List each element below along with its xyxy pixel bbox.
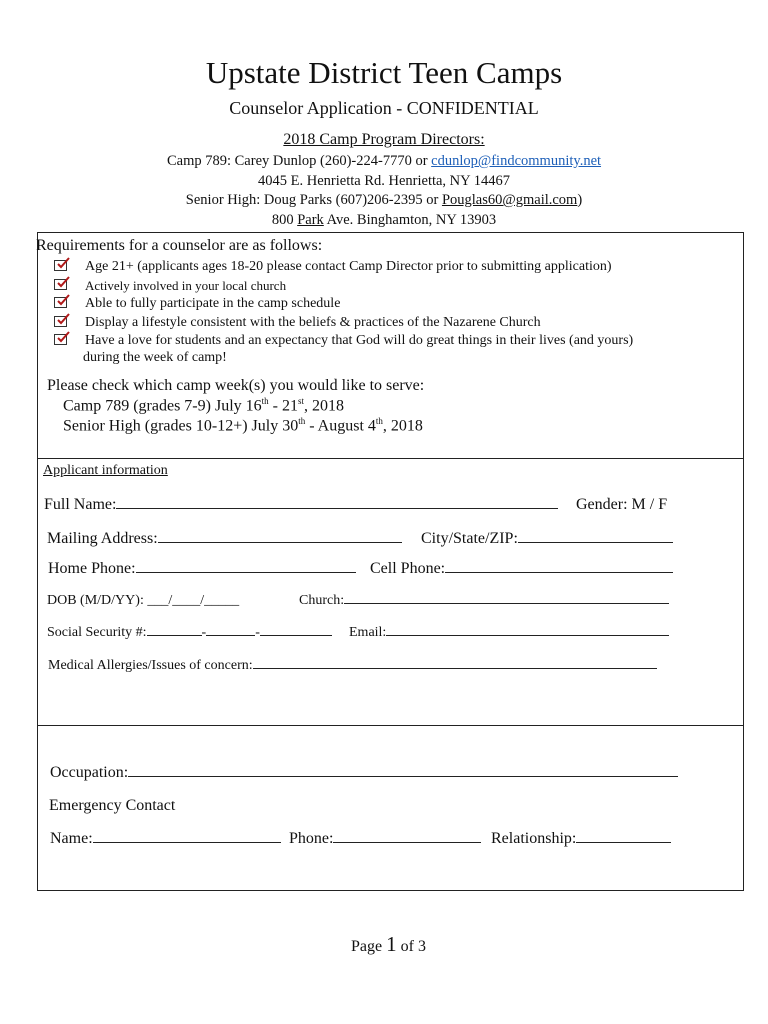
dob-field[interactable]: DOB (M/D/YY): ___/____/_____: [47, 593, 240, 608]
city-state-zip-field[interactable]: [421, 530, 673, 548]
ssn-field[interactable]: [47, 625, 332, 641]
senior-address-post: Ave. Binghamton, NY 13903: [323, 212, 497, 228]
camp789-email-link[interactable]: cdunlop@findcommunity.net: [431, 153, 602, 169]
applicant-heading: Applicant information: [43, 463, 168, 478]
home-phone-field[interactable]: [48, 560, 356, 578]
ssn-input-line[interactable]: [260, 634, 332, 636]
cell-phone-input-line[interactable]: [445, 571, 673, 573]
church-field[interactable]: [299, 593, 669, 609]
requirement-label: Have a love for students and an expectancy that God will do great things in their lives (and yours): [85, 333, 634, 348]
week1-text3: , 2018: [304, 397, 344, 415]
senior-address: [0, 212, 768, 229]
senior-email[interactable]: Pouglas60@gmail.com: [441, 192, 578, 208]
medical-input-line[interactable]: [253, 667, 657, 669]
email-input-line[interactable]: [386, 634, 669, 636]
week2-text3: , 2018: [382, 417, 423, 435]
emergency-contact-heading: Emergency Contact: [49, 797, 176, 814]
checkbox-checked-icon[interactable]: [54, 297, 67, 308]
cell-phone-field[interactable]: [370, 560, 673, 578]
ssn-input-line[interactable]: [147, 634, 202, 636]
emergency-name-field[interactable]: [50, 830, 281, 848]
week-option-camp789[interactable]: [63, 396, 344, 415]
camp789-address: 4045 E. Henrietta Rd. Henrietta, NY 14467: [258, 173, 510, 189]
emergency-relationship-label: Relationship:: [491, 830, 577, 847]
senior-address-pre: 800: [271, 212, 298, 228]
full-name-input-line[interactable]: [116, 507, 558, 509]
requirements-heading: Requirements for a counselor are as follows:: [36, 237, 323, 254]
ssn-dash-1: -: [201, 625, 207, 640]
email-label: Email:: [349, 625, 387, 640]
requirement-continuation: during the week of camp!: [83, 350, 227, 365]
cell-phone-label: Cell Phone:: [370, 560, 446, 577]
emergency-phone-input-line[interactable]: [333, 841, 481, 843]
checkbox-checked-icon[interactable]: [54, 260, 67, 271]
senior-address-park: Park: [297, 212, 324, 228]
week2-text2: - August 4: [305, 417, 376, 435]
week-prompt: Please check which camp week(s) you would like to serve:: [47, 377, 425, 394]
city-state-zip-label: City/State/ZIP:: [421, 530, 518, 547]
page-prefix: Page: [351, 938, 387, 955]
page-indicator: [351, 932, 426, 957]
mailing-address-input-line[interactable]: [158, 541, 402, 543]
requirement-label: Actively involved in your local church: [85, 278, 287, 293]
senior-contact-suffix: ): [577, 192, 583, 208]
email-field[interactable]: [349, 625, 669, 641]
week1-text: Camp 789 (grades 7-9) July 16: [63, 397, 262, 415]
week2-text: Senior High (grades 10-12+) July 30: [63, 417, 299, 435]
mailing-address-label: Mailing Address:: [47, 530, 158, 547]
week1-sup2: st: [297, 396, 304, 406]
emergency-relationship-field[interactable]: [491, 830, 671, 848]
medical-field[interactable]: [48, 658, 657, 674]
camp789-contact-text: Camp 789: Carey Dunlop (260)-224-7770 or: [166, 153, 432, 169]
camp789-contact: [0, 153, 768, 170]
ssn-dash-2: -: [255, 625, 260, 640]
medical-label: Medical Allergies/Issues of concern:: [48, 658, 253, 673]
occupation-label: Occupation:: [50, 764, 129, 781]
senior-contact-text: Senior High: Doug Parks (607)206-2395 or: [185, 192, 442, 208]
requirement-label: Able to fully participate in the camp schedule: [85, 296, 341, 311]
page-subtitle: Counselor Application - CONFIDENTIAL: [229, 98, 539, 118]
page-suffix: of 3: [396, 938, 426, 955]
ssn-label: Social Security #:: [47, 625, 147, 640]
emergency-name-label: Name:: [50, 830, 93, 847]
emergency-phone-field[interactable]: [289, 830, 481, 848]
checkbox-checked-icon[interactable]: [54, 316, 67, 327]
occupation-input-line[interactable]: [128, 775, 678, 777]
week1-sup: th: [261, 396, 269, 406]
page-title: Upstate District Teen Camps: [205, 55, 563, 90]
senior-contact: [0, 192, 768, 209]
church-label: Church:: [299, 593, 345, 608]
checkbox-checked-icon[interactable]: [54, 279, 67, 290]
occupation-field[interactable]: [50, 764, 678, 782]
emergency-name-input-line[interactable]: [93, 841, 281, 843]
week1-text2: - 21: [268, 397, 298, 415]
requirement-label: Age 21+ (applicants ages 18-20 please contact Camp Director prior to submitting application): [85, 259, 612, 274]
gender-field[interactable]: Gender: M / F: [576, 496, 668, 513]
ssn-input-line[interactable]: [206, 634, 255, 636]
church-input-line[interactable]: [344, 602, 669, 604]
home-phone-input-line[interactable]: [136, 571, 356, 573]
emergency-relationship-input-line[interactable]: [576, 841, 671, 843]
checkbox-checked-icon[interactable]: [54, 334, 67, 345]
full-name-label: Full Name:: [44, 496, 117, 513]
directors-heading: 2018 Camp Program Directors:: [283, 131, 485, 148]
week-option-senior-high[interactable]: [63, 416, 423, 435]
emergency-phone-label: Phone:: [289, 830, 334, 847]
mailing-address-field[interactable]: [47, 530, 402, 548]
week2-sup: th: [298, 416, 306, 426]
home-phone-label: Home Phone:: [48, 560, 136, 577]
full-name-field[interactable]: [44, 496, 558, 514]
requirement-label: Display a lifestyle consistent with the beliefs & practices of the Nazarene Church: [85, 315, 541, 330]
city-state-zip-input-line[interactable]: [518, 541, 673, 543]
week2-sup2: th: [375, 416, 383, 426]
page-number: 1: [386, 932, 397, 956]
